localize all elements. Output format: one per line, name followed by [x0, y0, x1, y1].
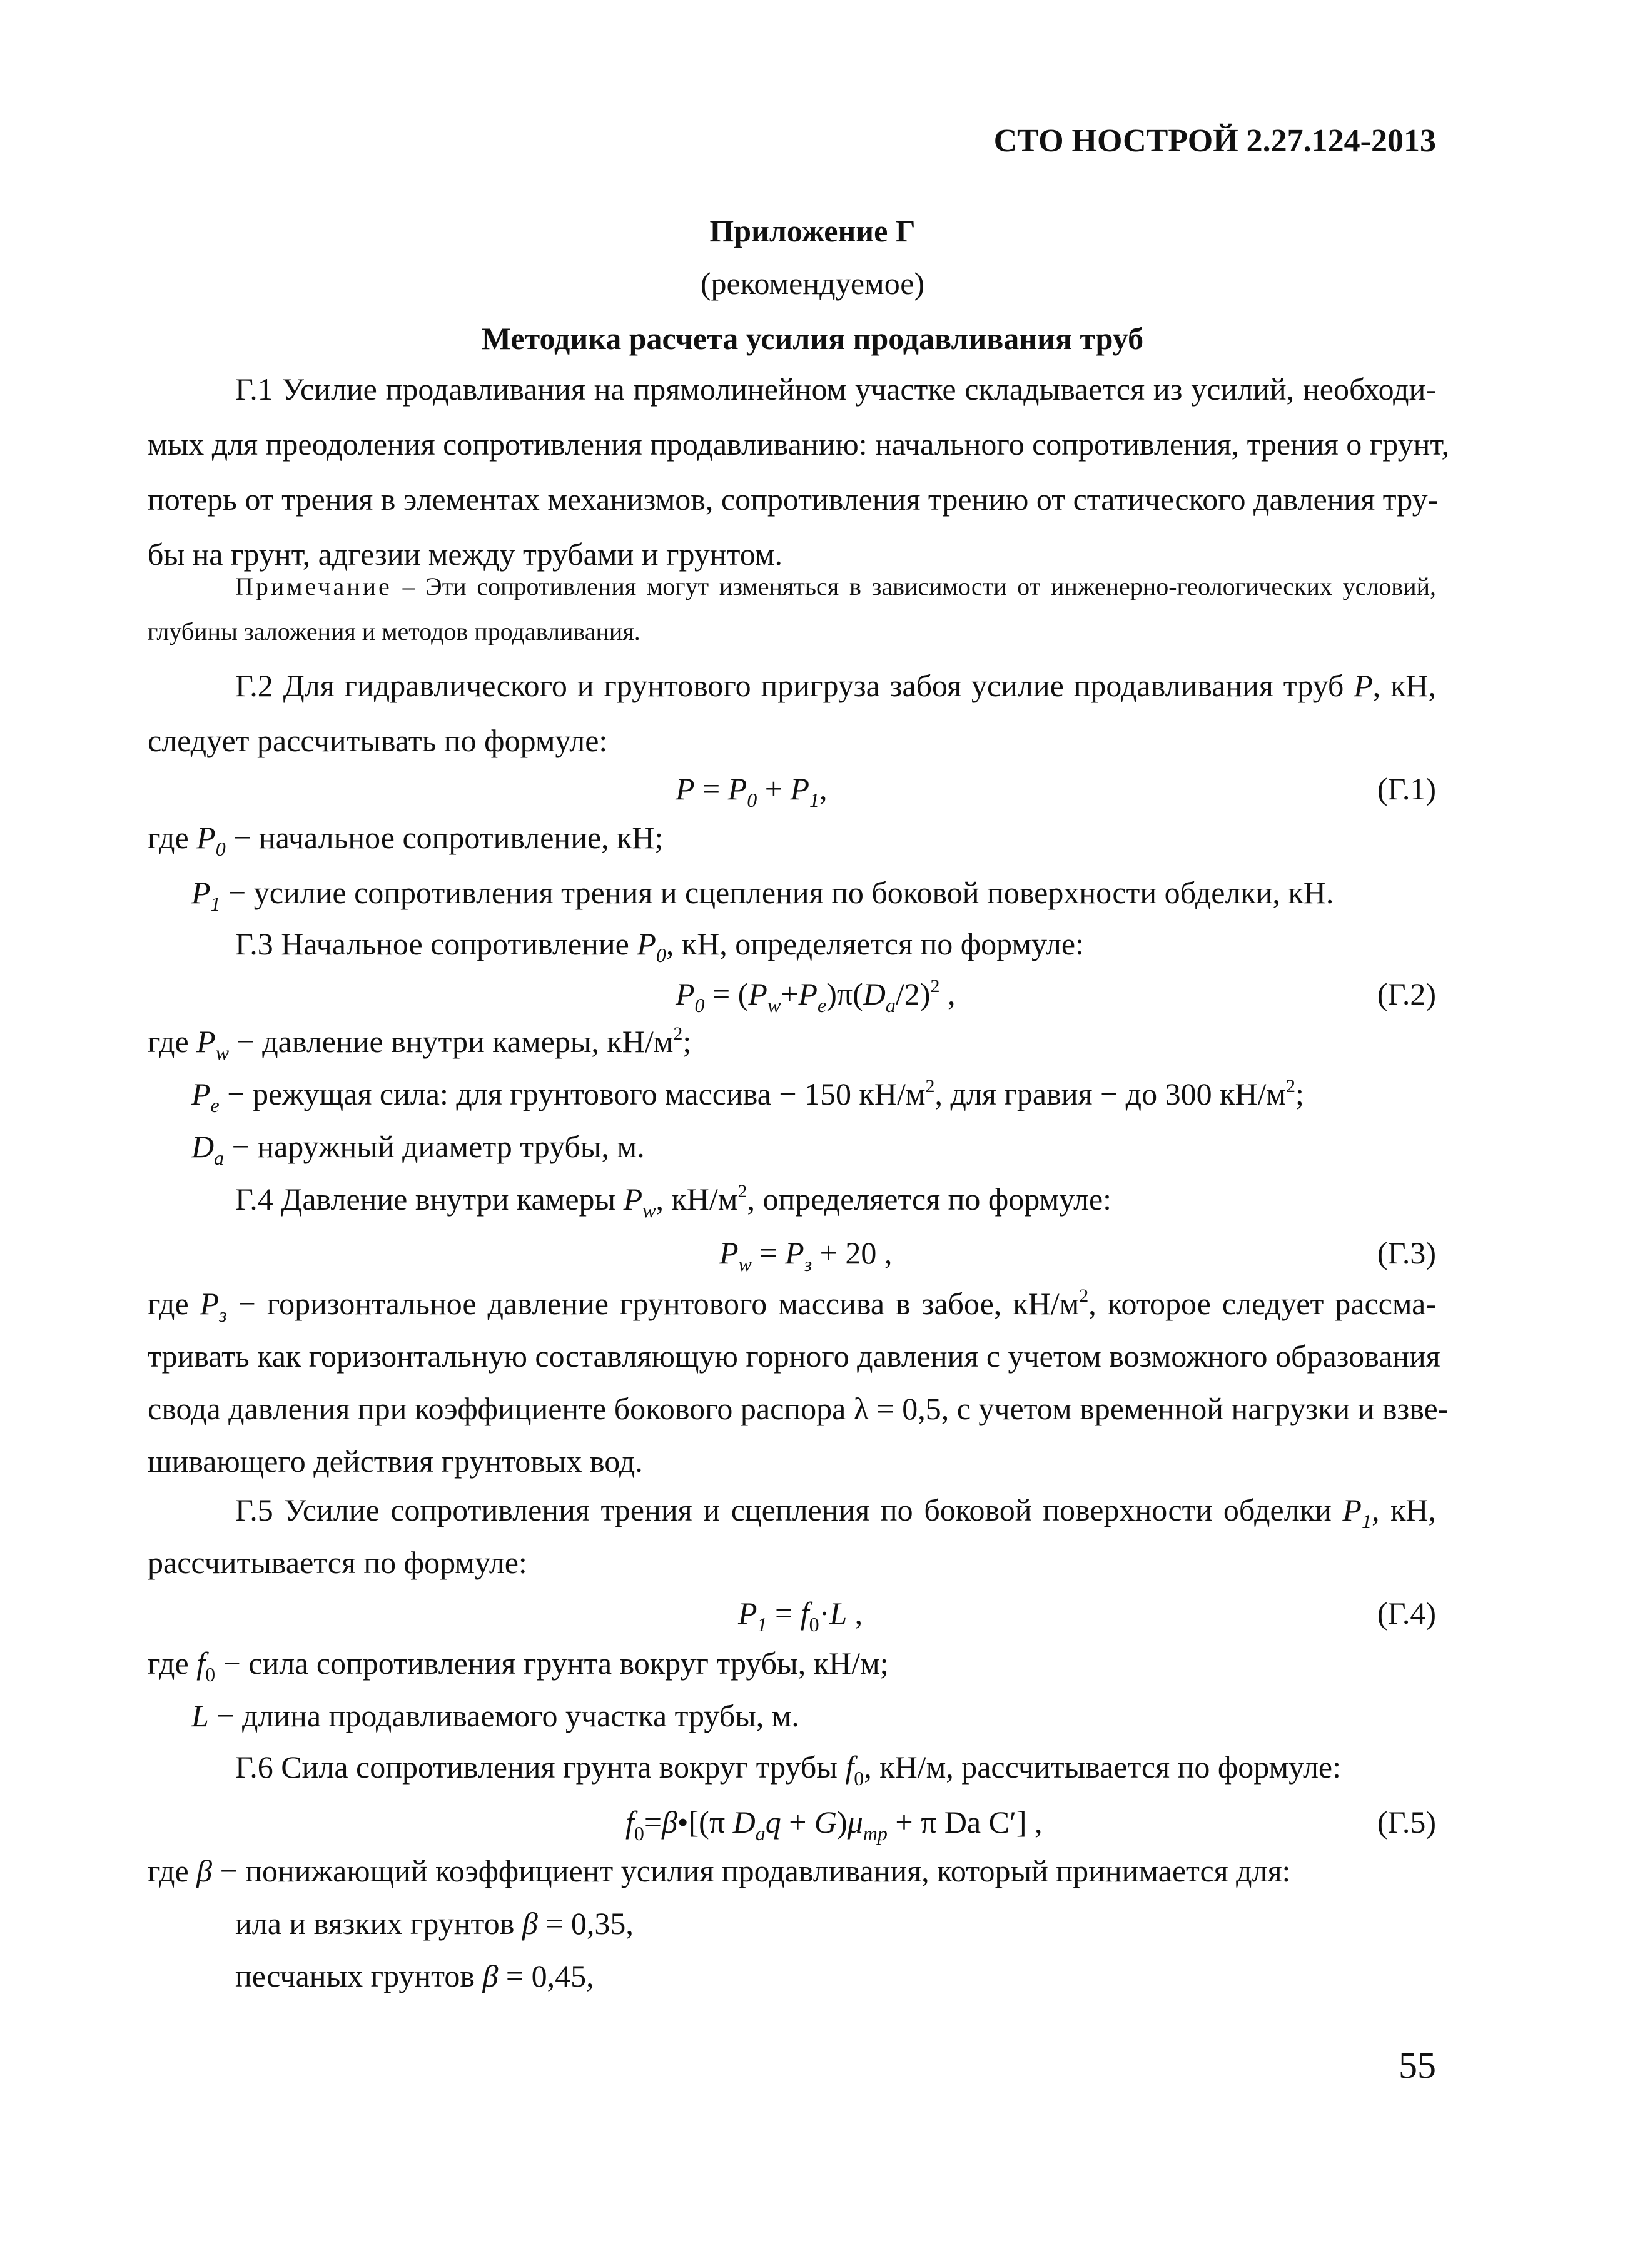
- g1-line-4: бы на грунт, адгезии между трубами и грунтом.: [148, 537, 782, 572]
- g1-line-3: потерь от трения в элементах механизмов, сопротивления трению от статического давления тру-: [148, 482, 1439, 517]
- g6-line: Г.6 Сила сопротивления грунта вокруг трубы $f_0$, кН/м, рассчитывается по формуле:: [235, 1749, 1342, 1790]
- appendix-title: Приложение Г: [709, 213, 916, 248]
- formula-g1: $P = P_0 + P_1$,: [676, 771, 828, 811]
- g5-where-1: где $f_0$ − сила сопротивления грунта вокруг трубы, кН/м;: [148, 1646, 889, 1686]
- g2-line-1: Г.2 Для гидравлического и грунтового пригруза забоя усилие продавливания труб P, кН,: [235, 668, 1437, 703]
- g6-where-1: где β − понижающий коэффициент усилия продавливания, который принимается для:: [148, 1853, 1291, 1888]
- g4-where-line-4: шивающего действия грунтовых вод.: [148, 1444, 643, 1479]
- g4-where-line-1: где $P_з$ − горизонтальное давление грунтового массива в забое, $кН/м^2$, которое следует рассма-: [148, 1285, 1437, 1326]
- equation-number-g1: (Г.1): [1377, 771, 1436, 806]
- equation-number-g3: (Г.3): [1377, 1235, 1436, 1270]
- equation-number-g4: (Г.4): [1377, 1596, 1436, 1631]
- g1-line-2: мых для преодоления сопротивления продавливанию: начального сопротивления, трения о грунт,: [148, 427, 1449, 462]
- appendix-subtitle: (рекомендуемое): [700, 266, 925, 301]
- g5-where-2: L − длина продавливаемого участка трубы, м.: [191, 1698, 799, 1733]
- note-label: Примечание: [235, 572, 392, 600]
- formula-g3: $P_w = P_з + 20$ ,: [719, 1235, 893, 1275]
- appendix-heading: Методика расчета усилия продавливания труб: [481, 321, 1144, 356]
- note-line-2: глубины заложения и методов продавливания.: [148, 617, 640, 645]
- g5-line-1: Г.5 Усилие сопротивления трения и сцепления по боковой поверхности обделки $P_1$, кН,: [235, 1492, 1437, 1532]
- g4-where-line-2: тривать как горизонтальную составляющую горного давления с учетом возможного образования: [148, 1339, 1440, 1374]
- equation-number-g2: (Г.2): [1377, 976, 1436, 1011]
- g2-line-2: следует рассчитывать по формуле:: [148, 723, 608, 758]
- g5-line-2: рассчитывается по формуле:: [148, 1545, 527, 1580]
- g6-item-2: песчаных грунтов β = 0,45,: [235, 1958, 594, 1993]
- g4-where-line-3: свода давления при коэффициенте бокового распора λ = 0,5, с учетом временной нагрузки и взве-: [148, 1391, 1449, 1426]
- g3-where-3: $D_a$ − наружный диаметр трубы, м.: [191, 1129, 645, 1169]
- g3-where-2: $P_e$ − режущая сила: для грунтового массива − 150 $кН/м^2$, для гравия − до 300 $кН/м^2$;: [191, 1076, 1304, 1116]
- g2-where-2: $P_1$ − усилие сопротивления трения и сцепления по боковой поверхности обделки, кН.: [191, 875, 1334, 915]
- g2-where-1: где $P_0$ − начальное сопротивление, кН;: [148, 820, 664, 860]
- formula-g2: $P_0 = (P_w+P_e)\pi(D_a/2)^2$ ,: [676, 976, 956, 1016]
- g3-line: Г.3 Начальное сопротивление $P_0$, кН, определяется по формуле:: [235, 926, 1084, 966]
- g3-where-1: где $P_w$ − давление внутри камеры, $кН/м^2$;: [148, 1023, 692, 1064]
- g4-line: Г.4 Давление внутри камеры $P_w$, $кН/м^2$, определяется по формуле:: [235, 1181, 1112, 1222]
- document-code: СТО НОСТРОЙ 2.27.124-2013: [993, 123, 1436, 159]
- g6-item-1: ила и вязких грунтов β = 0,35,: [235, 1906, 634, 1941]
- g1-line-1: Г.1 Усилие продавливания на прямолинейном участке складывается из усилий, необходи-: [235, 372, 1436, 407]
- formula-g4: $P_1 = f_0\cdot L$ ,: [738, 1596, 863, 1636]
- page-number: 55: [1399, 2045, 1436, 2086]
- note-line-1: Примечание – Эти сопротивления могут изменяться в зависимости от инженерно-геологических условий,: [235, 572, 1437, 600]
- formula-g5: $f_0=\beta•[(\pi$ $D_aq + G)\mu_{тр} + \pi$ Da C′] ,: [625, 1805, 1043, 1845]
- equation-number-g5: (Г.5): [1377, 1805, 1436, 1840]
